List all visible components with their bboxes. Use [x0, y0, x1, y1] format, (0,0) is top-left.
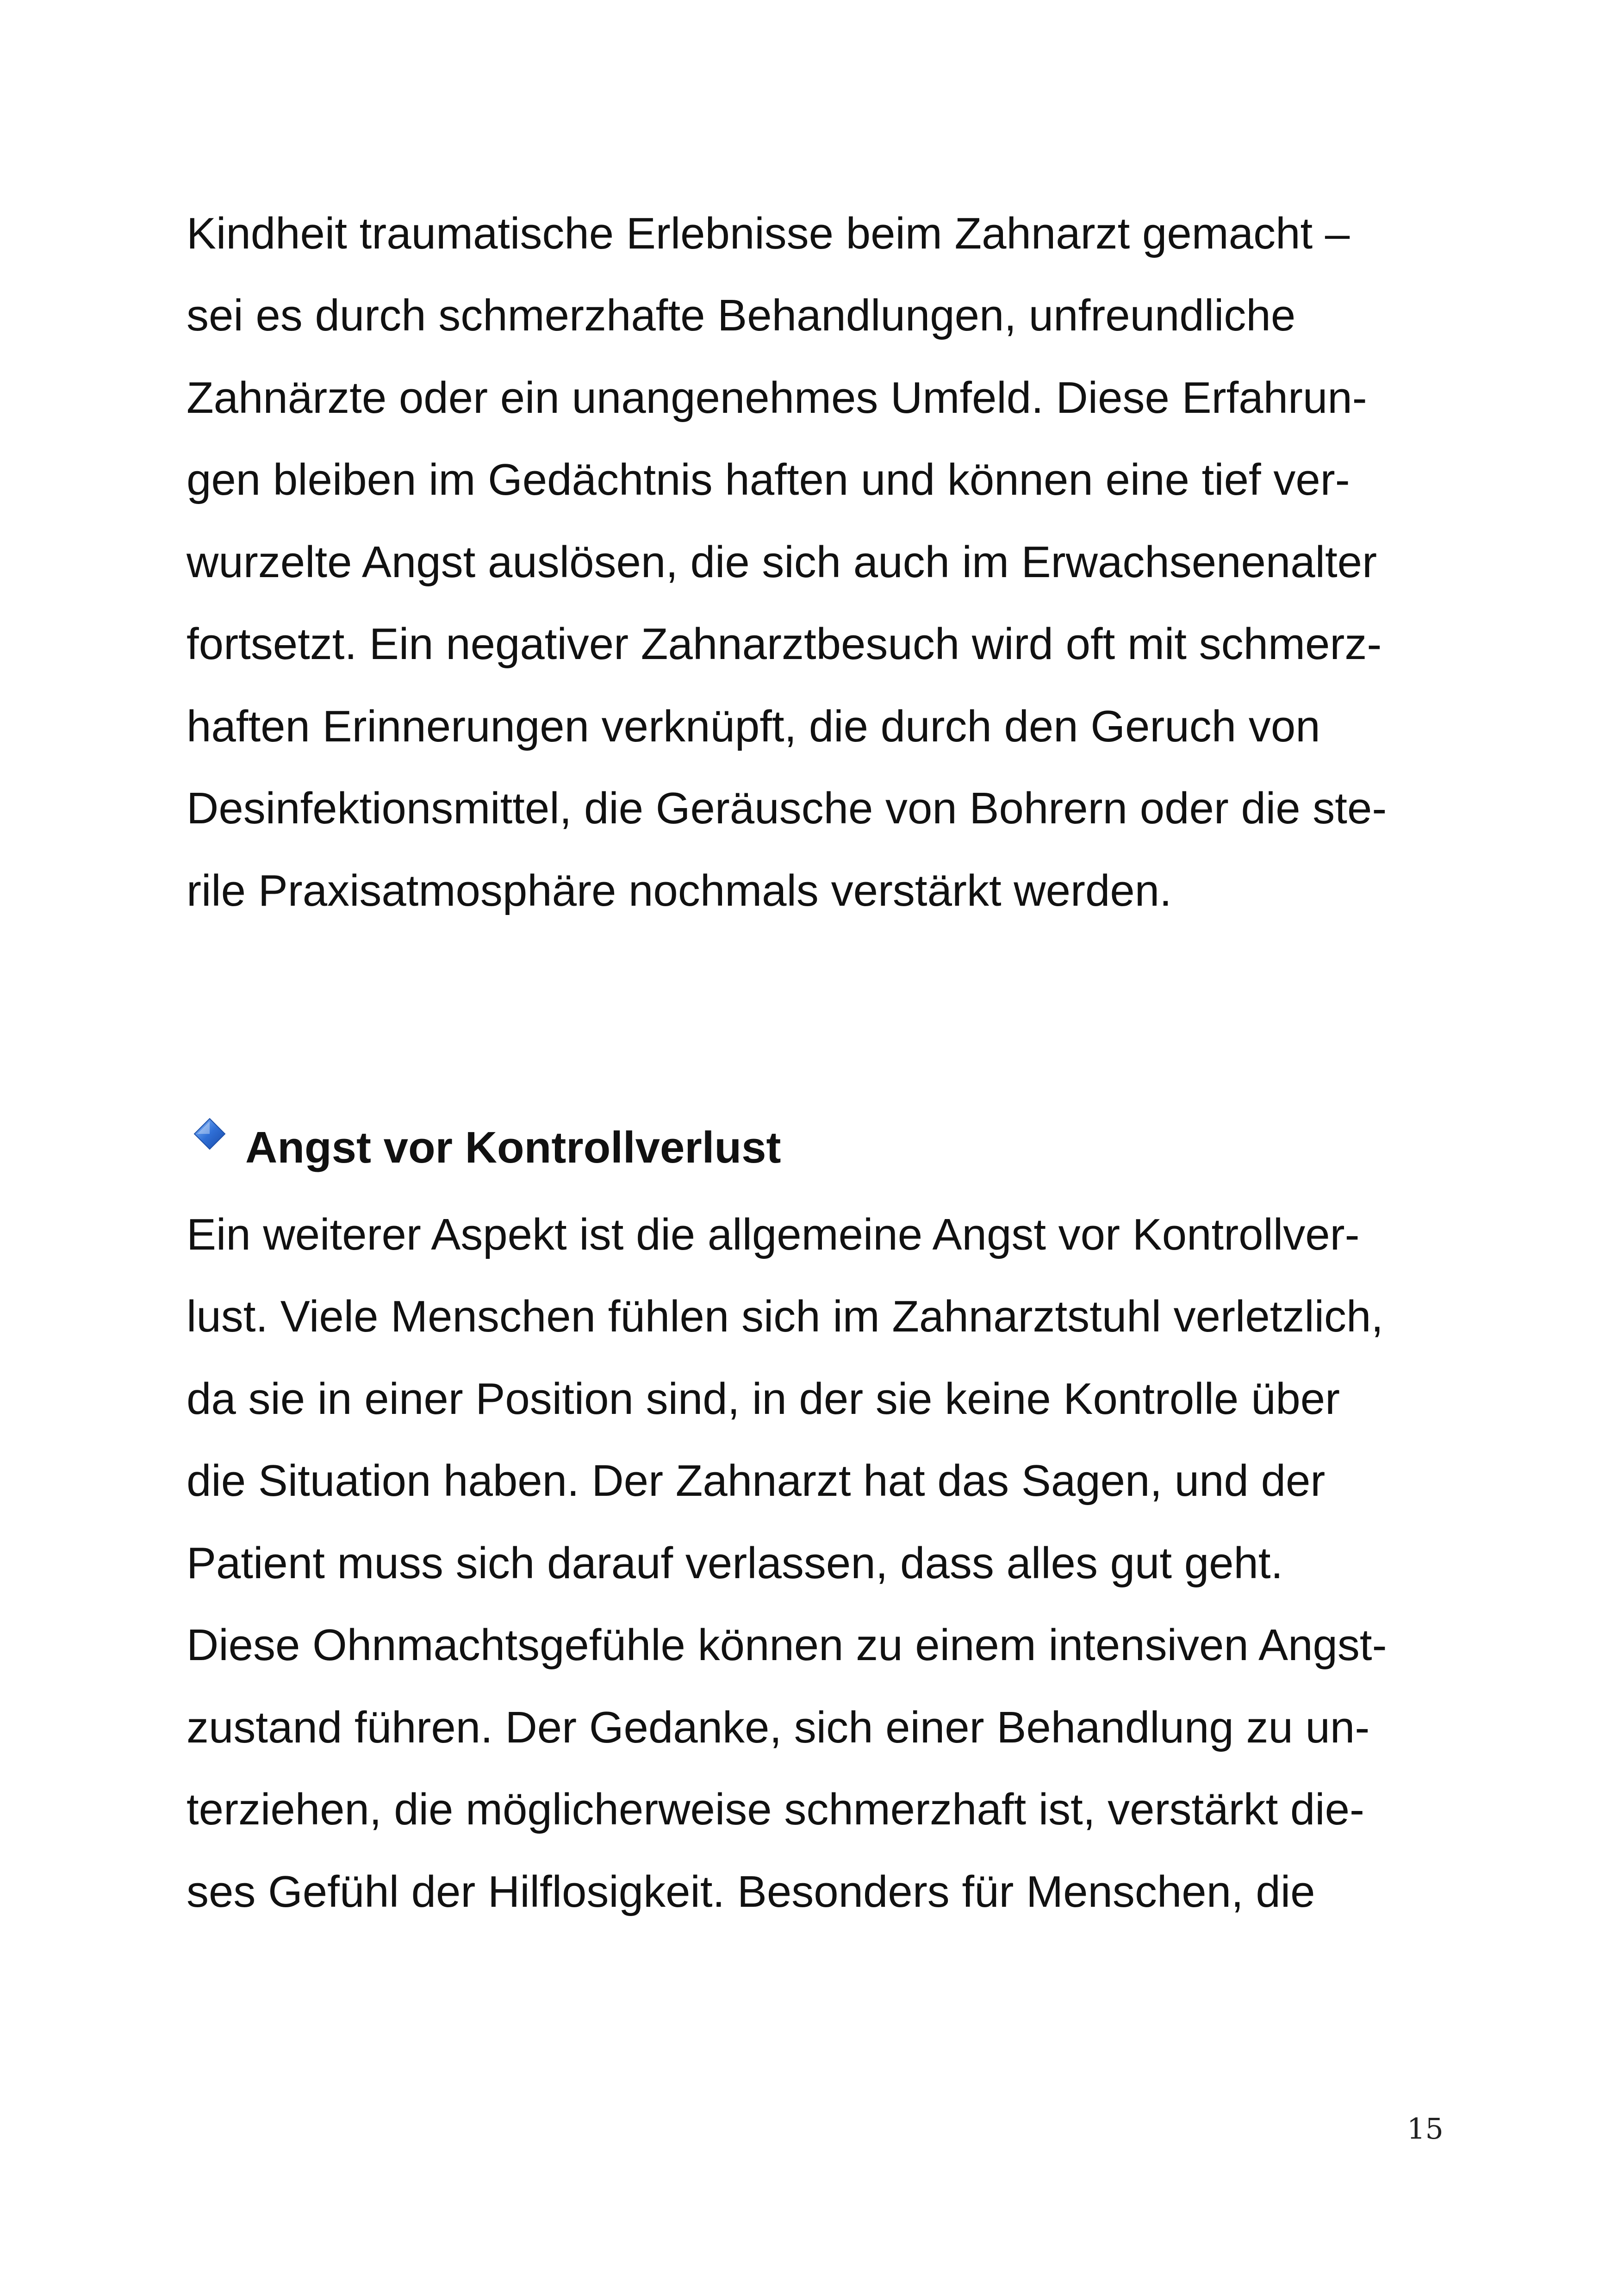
paragraph-line: ses Gefühl der Hilflosigkeit. Besonders für Menschen, die [187, 1867, 1315, 1916]
section-heading: Angst vor Kontrollverlust [245, 1123, 781, 1172]
page-number: 15 [1407, 2112, 1444, 2146]
paragraph-line: rile Praxisatmosphäre nochmals verstärkt werden. [187, 866, 1172, 915]
paragraph-line: die Situation haben. Der Zahnarzt hat das Sagen, und der [187, 1456, 1326, 1506]
paragraph-line: terziehen, die möglicherweise schmerzhaft ist, verstärkt die- [187, 1785, 1364, 1834]
paragraph-line: zustand führen. Der Gedanke, sich einer Behandlung zu un- [187, 1703, 1370, 1752]
paragraph-line: haften Erinnerungen verknüpft, die durch den Geruch von [187, 702, 1320, 751]
paragraph-line: fortsetzt. Ein negativer Zahnarztbesuch wird oft mit schmerz- [187, 619, 1382, 669]
paragraph-line: sei es durch schmerzhafte Behandlungen, unfreundliche [187, 291, 1296, 340]
paragraph-line: Patient muss sich darauf verlassen, dass alles gut geht. [187, 1538, 1283, 1588]
paragraph-line: da sie in einer Position sind, in der sie keine Kontrolle über [187, 1374, 1340, 1424]
paragraph-line: Diese Ohnmachtsgefühle können zu einem intensiven Angst- [187, 1620, 1387, 1670]
paragraph-line: gen bleiben im Gedächtnis haften und können eine tief ver- [187, 455, 1350, 504]
blue-diamond-icon [193, 1118, 226, 1150]
paragraph-line: Ein weiterer Aspekt ist die allgemeine Angst vor Kontrollver- [187, 1210, 1360, 1259]
paragraph-line: Desinfektionsmittel, die Geräusche von Bohrern oder die ste- [187, 784, 1387, 833]
paragraph-line: Zahnärzte oder ein unangenehmes Umfeld. Diese Erfahrun- [187, 373, 1367, 423]
paragraph-line: wurzelte Angst auslösen, die sich auch im Erwachsenenalter [187, 537, 1377, 587]
paragraph-line: lust. Viele Menschen fühlen sich im Zahnarztstuhl verletzlich, [187, 1292, 1384, 1341]
paragraph-line: Kindheit traumatische Erlebnisse beim Zahnarzt gemacht – [187, 209, 1350, 258]
